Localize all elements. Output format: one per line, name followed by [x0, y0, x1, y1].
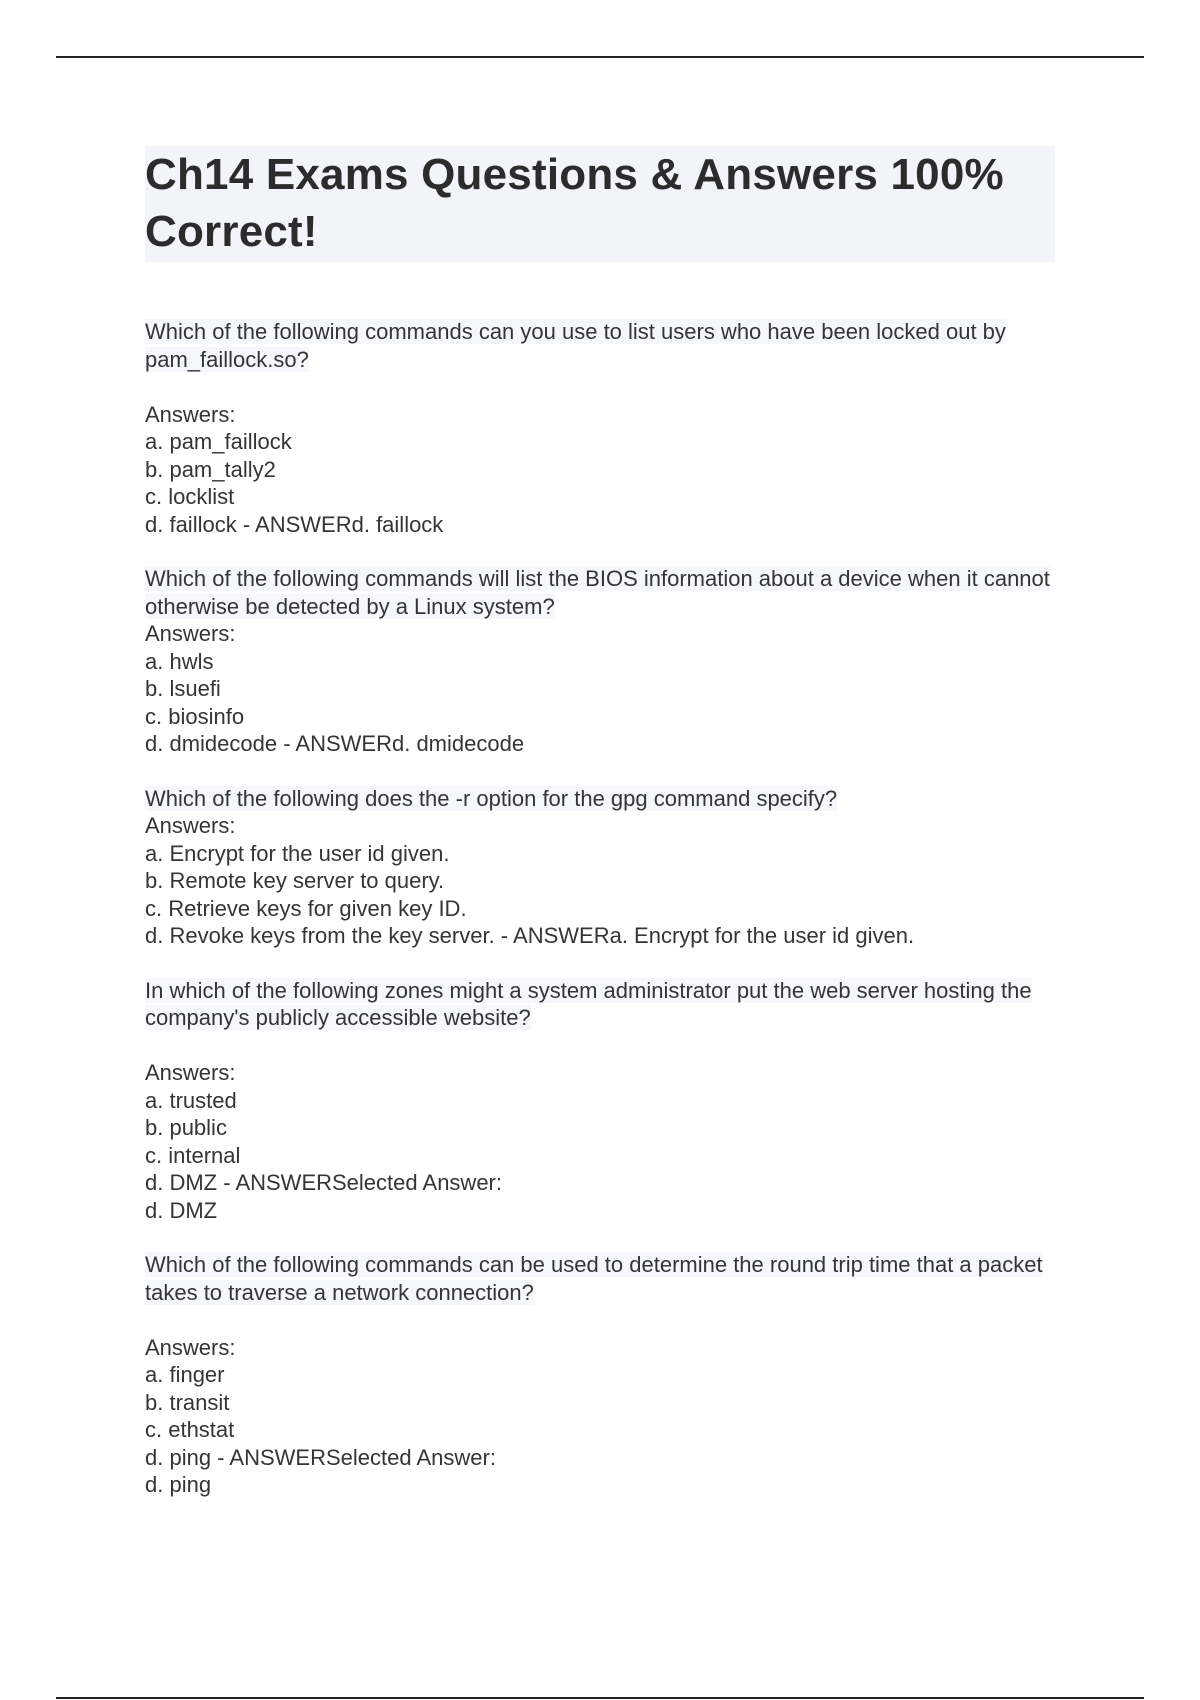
question-text: Which of the following does the -r option for the gpg command specify?: [145, 785, 838, 811]
spacer: [145, 1032, 1055, 1060]
answers-label: Answers:: [145, 1334, 236, 1360]
answer-option: a. trusted: [145, 1087, 237, 1113]
answers-label: Answers:: [145, 1060, 236, 1085]
answers-label: Answers:: [145, 621, 236, 646]
answer-option: b. transit: [145, 1389, 230, 1415]
question-text-line: [145, 977, 1055, 1032]
question-text: Which of the following commands can you use to list users who have been locked out by pam_faillock.so?: [145, 319, 1006, 372]
bottom-rule: [56, 1697, 1144, 1699]
page-title: Ch14 Exams Questions & Answers 100% Correct!: [145, 150, 1004, 256]
answer-option: b. public: [145, 1115, 227, 1140]
answers-label: Answers:: [145, 813, 236, 838]
spacer: [145, 1306, 1055, 1334]
answer-option: d. faillock - ANSWERd. faillock: [145, 511, 444, 537]
question-text: Which of the following commands will list the BIOS information about a device when it cannot otherwise be detected by a Linux system?: [145, 566, 1050, 619]
question-text-line: [145, 565, 1055, 620]
answer-option: d. DMZ - ANSWERSelected Answer:: [145, 1170, 502, 1195]
answer-option: d. dmidecode - ANSWERd. dmidecode: [145, 731, 525, 756]
question-text: In which of the following zones might a system administrator put the web server hosting the company's publicly accessible website?: [145, 977, 1032, 1030]
answer-option: d. ping - ANSWERSelected Answer:: [145, 1444, 496, 1470]
question-text-line: [145, 785, 1055, 813]
answer-option: b. pam_tally2: [145, 456, 276, 482]
question-block: [145, 977, 1055, 1225]
document-body: [145, 146, 1055, 1526]
answer-option: d. DMZ: [145, 1197, 218, 1223]
answer-option: d. ping: [145, 1472, 212, 1497]
answer-option: c. biosinfo: [145, 703, 245, 729]
question-text: Which of the following commands can be used to determine the round trip time that a packet takes to traverse a network connection?: [145, 1252, 1043, 1305]
question-list: [145, 318, 1055, 1499]
answer-option: a. pam_faillock: [145, 429, 292, 454]
answer-option: a. finger: [145, 1362, 225, 1387]
question-block: [145, 318, 1055, 538]
question-block: [145, 565, 1055, 758]
question-text-line: [145, 318, 1055, 373]
answer-option: c. internal: [145, 1142, 241, 1168]
answers-label: Answers:: [145, 401, 236, 427]
answer-option: c. Retrieve keys for given key ID.: [145, 895, 467, 921]
answer-option: a. hwls: [145, 648, 214, 674]
answer-option: c. locklist: [145, 484, 235, 509]
answer-option: d. Revoke keys from the key server. - ANSWERa. Encrypt for the user id given.: [145, 923, 915, 948]
answer-option: b. lsuefi: [145, 676, 221, 701]
question-block: [145, 785, 1055, 950]
spacer: [145, 373, 1055, 401]
top-rule: [56, 56, 1144, 58]
answer-option: b. Remote key server to query.: [145, 868, 445, 893]
answer-option: c. ethstat: [145, 1417, 235, 1442]
answer-option: a. Encrypt for the user id given.: [145, 840, 450, 866]
question-block: [145, 1251, 1055, 1499]
question-text-line: [145, 1251, 1055, 1306]
title-block: [145, 146, 1055, 262]
